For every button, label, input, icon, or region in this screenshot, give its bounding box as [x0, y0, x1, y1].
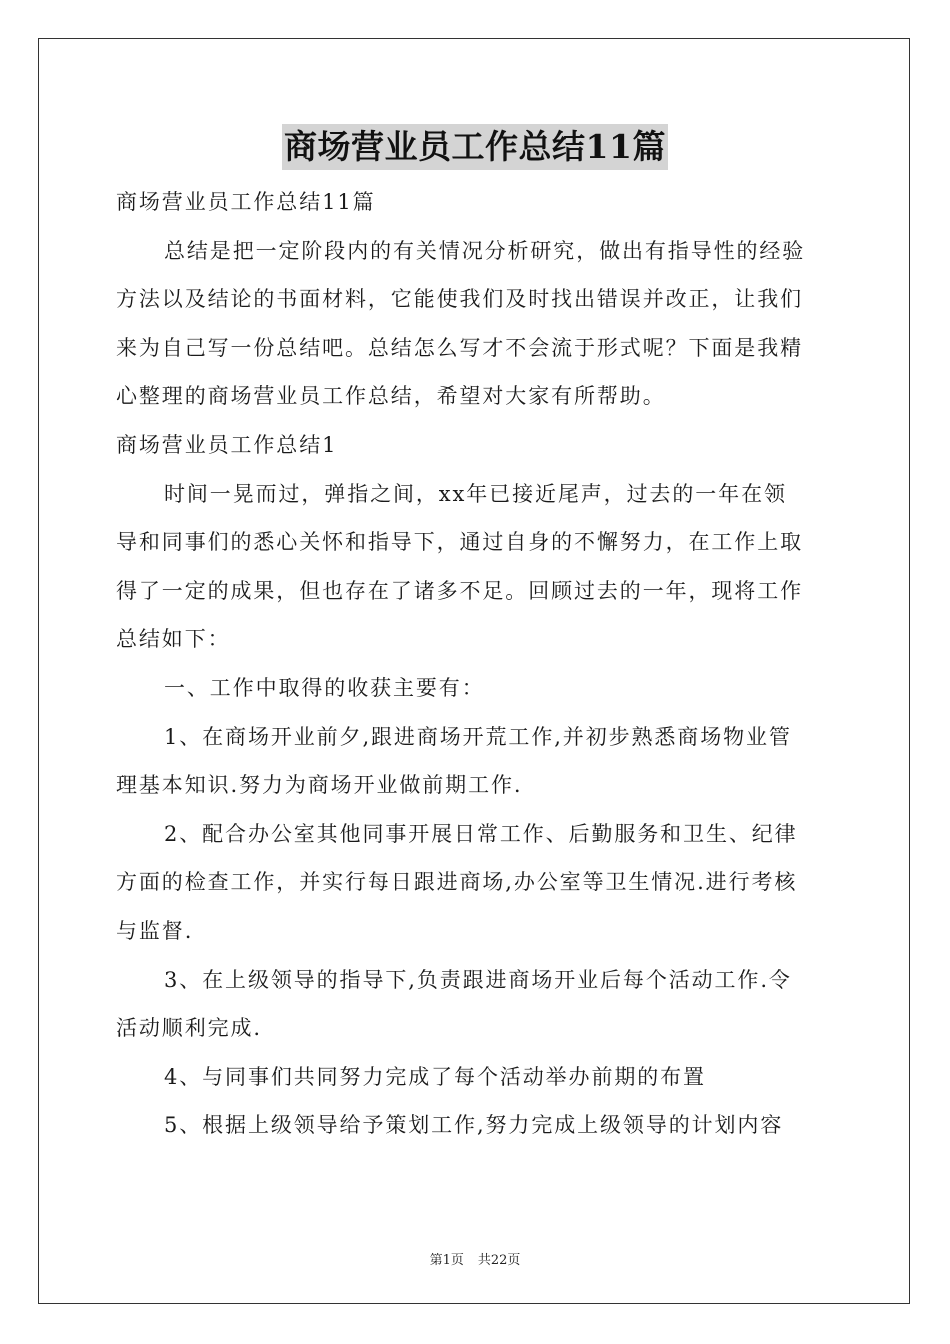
text-line: 心整理的商场营业员工作总结，希望对大家有所帮助。	[116, 384, 666, 409]
text-line: 方法以及结论的书面材料，它能使我们及时找出错误并改正，让我们	[116, 287, 803, 312]
text-line: 总结是把一定阶段内的有关情况分析研究，做出有指导性的经验	[164, 238, 806, 263]
text-line: 与监督.	[116, 918, 194, 943]
text-line: 商场营业员工作总结1	[116, 432, 338, 457]
text-line: 来为自己写一份总结吧。总结怎么写才不会流于形式呢？下面是我精	[116, 335, 803, 360]
text-line: 理基本知识.努力为商场开业做前期工作.	[116, 773, 523, 798]
title-container	[0, 124, 950, 170]
text-line: 一、工作中取得的收获主要有：	[164, 675, 485, 700]
text-line: 4、与同事们共同努力完成了每个活动举办前期的布置	[164, 1064, 706, 1089]
text-line: 3、在上级领导的指导下,负责跟进商场开业后每个活动工作.令	[164, 967, 792, 992]
page-footer	[0, 1249, 950, 1268]
text-line: 导和同事们的悉心关怀和指导下，通过自身的不懈努力，在工作上取	[116, 530, 803, 555]
text-line: 1、在商场开业前夕,跟进商场开荒工作,并初步熟悉商场物业管	[164, 724, 792, 749]
page-number: 第1页	[429, 1253, 464, 1268]
document-title: 商场营业员工作总结11篇	[282, 124, 668, 170]
document-subtitle: 商场营业员工作总结11篇	[116, 190, 376, 214]
text-line: 方面的检查工作，并实行每日跟进商场,办公室等卫生情况.进行考核	[116, 870, 798, 895]
text-line: 活动顺利完成.	[116, 1016, 262, 1041]
document-body	[116, 178, 834, 1150]
page-total: 共22页	[477, 1253, 521, 1268]
text-line: 时间一晃而过，弹指之间，xx年已接近尾声，过去的一年在领	[164, 481, 787, 506]
text-line: 总结如下：	[116, 627, 231, 652]
text-line: 得了一定的成果，但也存在了诸多不足。回顾过去的一年，现将工作	[116, 578, 803, 603]
text-line: 2、配合办公室其他同事开展日常工作、后勤服务和卫生、纪律	[164, 821, 798, 846]
text-line: 5、根据上级领导给予策划工作,努力完成上级领导的计划内容	[164, 1113, 784, 1138]
